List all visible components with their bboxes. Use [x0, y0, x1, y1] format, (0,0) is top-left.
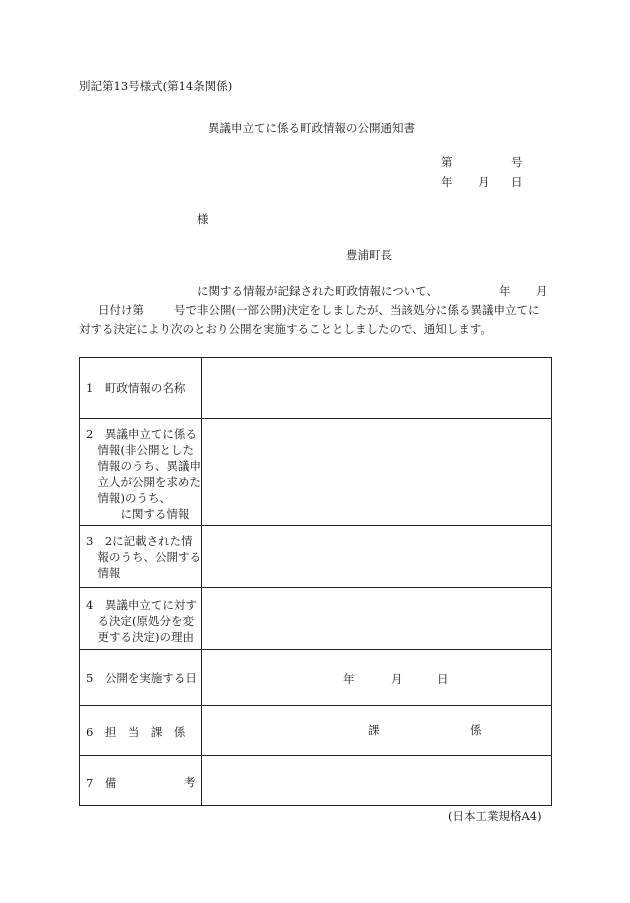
row-label-line: 情報のうち、異議申: [86, 459, 201, 473]
doc-number-prefix: 第: [441, 155, 453, 169]
row-label-line: 立人が公開を求めた: [86, 475, 201, 489]
row-label: 6 担 当 課 係: [86, 725, 186, 739]
table-row-decision-reason: [80, 588, 551, 650]
department-kakari-label: 係: [470, 723, 482, 737]
disclosure-year-label: 年: [343, 672, 355, 686]
body-line2-date: 日付け第: [98, 303, 144, 317]
row-label-line: 4 異議申立てに対す: [86, 598, 197, 612]
table-row-info-name: [80, 358, 551, 419]
table-row-remarks: [80, 756, 551, 805]
document-title: 異議申立てに係る町政情報の公開通知書: [208, 121, 415, 135]
sender-name: 豊浦町長: [346, 248, 392, 262]
body-line2: 号で非公開(一部公開)決定をしましたが、当該処分に係る異議申立てに: [174, 303, 540, 317]
table-row-disclosed-info: [80, 526, 551, 588]
department-ka-label: 課: [368, 723, 380, 737]
row-label-line: る決定(原処分を変: [86, 614, 194, 628]
doc-number-suffix: 号: [511, 155, 523, 169]
date-year-label: 年: [441, 175, 453, 189]
row-label-remarks-a: 7 備: [86, 776, 117, 790]
paper-size-note: (日本工業規格A4): [448, 809, 542, 823]
row-label-line: に関する情報: [86, 507, 190, 521]
disclosure-day-label: 日: [437, 672, 449, 686]
row-label-line: 更する決定)の理由: [86, 630, 194, 644]
body-line1: に関する情報が記録された町政情報について、: [197, 284, 439, 298]
row-label: 1 町政情報の名称: [86, 381, 186, 395]
row-label-line: 情報(非公開とした: [86, 443, 194, 457]
body-line1-year: 年: [499, 284, 511, 298]
body-line3: 対する決定により次のとおり公開を実施することとしましたので、通知します。: [79, 322, 492, 336]
row-label-line: 2 異議申立てに係る: [86, 427, 197, 441]
addressee-honorific: 様: [197, 212, 209, 226]
row-label-line: 3 2に記載された情: [86, 534, 193, 548]
disclosure-table: [79, 357, 552, 806]
form-reference: 別記第13号様式(第14条関係): [79, 79, 233, 93]
row-label-line: 報のうち、公開する: [86, 550, 201, 564]
table-row-appeal-info: [80, 419, 551, 526]
row-label-remarks-b: 考: [184, 775, 196, 789]
body-line1-month: 月: [536, 284, 548, 298]
table-row-department: [80, 706, 551, 756]
disclosure-month-label: 月: [391, 672, 403, 686]
date-day-label: 日: [511, 175, 523, 189]
row-label: 5 公開を実施する日: [86, 671, 197, 685]
date-month-label: 月: [478, 175, 490, 189]
table-row-disclosure-date: [80, 650, 551, 706]
row-label-line: 情報: [86, 566, 121, 580]
row-label-line: 情報)のうち、: [86, 491, 171, 505]
